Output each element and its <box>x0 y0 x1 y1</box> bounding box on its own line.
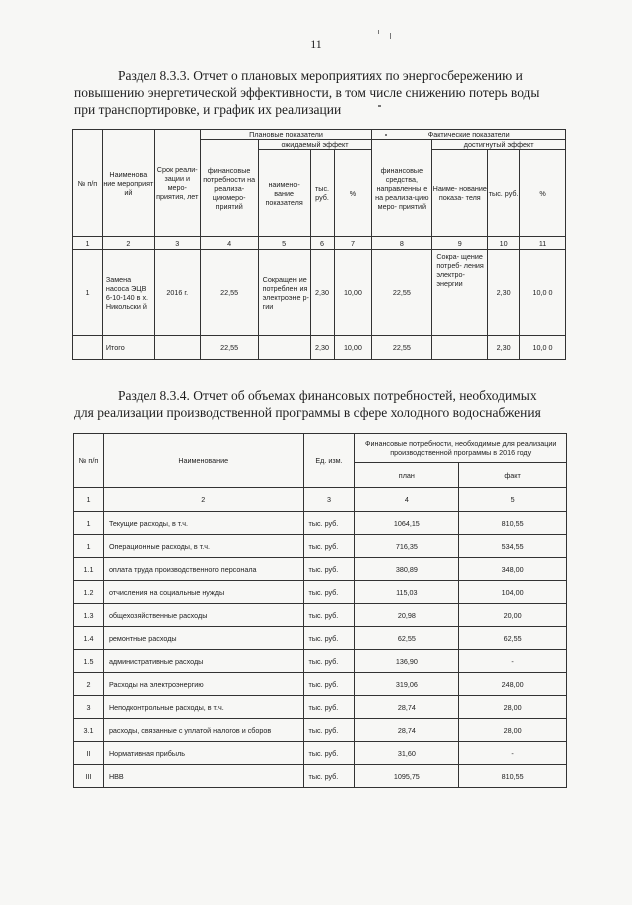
header-planned-indicator: наимено- вание показателя <box>258 150 310 237</box>
header-fact: факт <box>459 463 567 488</box>
cell-unit: тыс. руб. <box>303 581 355 604</box>
cell-actual-indicator: Сокра- щение потреб- ления электро- энергии <box>432 250 488 336</box>
header-expected-effect: ожидаемый эффект <box>258 140 372 150</box>
cell-num: 1.5 <box>74 650 104 673</box>
cell-num: III <box>74 765 104 788</box>
cell-plan: 1095,75 <box>355 765 459 788</box>
cell-plan: 20,98 <box>355 604 459 627</box>
cell-num: 1 <box>74 535 104 558</box>
header-name: Наименова ние мероприят ий <box>102 130 154 237</box>
column-number: 1 <box>74 488 104 512</box>
section-title-line: Раздел 8.3.4. Отчет об объемах финансовых потребностей, необходимых <box>118 388 537 403</box>
cell-plan: 28,74 <box>355 696 459 719</box>
financial-needs-table <box>73 433 567 788</box>
cell-actual-rub: 2,30 <box>488 250 520 336</box>
cell-plan: 115,03 <box>355 581 459 604</box>
header-name: Наименование <box>103 434 303 488</box>
header-term: Срок реали- зации и меро- приятия, лет <box>154 130 200 237</box>
cell-num: 1 <box>73 250 103 336</box>
cell-fact: 28,00 <box>459 719 567 742</box>
cell-fact: 810,55 <box>459 512 567 535</box>
column-number: 8 <box>372 237 432 250</box>
cell-fact: 104,00 <box>459 581 567 604</box>
header-planned-finance: финансовые потребности на реализа- циюмеро- приятий <box>200 140 258 237</box>
table-row <box>74 604 567 627</box>
header-num: № п/п <box>73 130 103 237</box>
cell-name: ремонтные расходы <box>103 627 303 650</box>
cell-unit: тыс. руб. <box>303 627 355 650</box>
header-actual-rub: тыс. руб. <box>488 150 520 237</box>
header-actual-group: Фактические показатели <box>372 130 566 140</box>
section-title-8-3-4 <box>74 387 564 421</box>
cell-name: Замена насоса ЭЦВ 6-10-140 в х. Никольски й <box>102 250 154 336</box>
total-planned-finance: 22,55 <box>200 336 258 360</box>
scan-mark <box>378 30 379 34</box>
cell-unit: тыс. руб. <box>303 535 355 558</box>
section-title-8-3-3 <box>74 67 564 118</box>
column-number: 9 <box>432 237 488 250</box>
column-number: 3 <box>154 237 200 250</box>
total-actual-pct: 10,0 0 <box>520 336 566 360</box>
cell-name: Текущие расходы, в т.ч. <box>103 512 303 535</box>
cell-unit: тыс. руб. <box>303 765 355 788</box>
cell-plan: 28,74 <box>355 719 459 742</box>
table-row <box>74 650 567 673</box>
header-actual-pct: % <box>520 150 566 237</box>
column-number: 2 <box>102 237 154 250</box>
page-number: 11 <box>310 37 322 51</box>
cell-num: 1.2 <box>74 581 104 604</box>
cell-term: 2016 г. <box>154 250 200 336</box>
header-plan: план <box>355 463 459 488</box>
cell-unit: тыс. руб. <box>303 558 355 581</box>
cell-name: НВВ <box>103 765 303 788</box>
cell-name: Неподконтрольные расходы, в т.ч. <box>103 696 303 719</box>
header-achieved-effect: достигнутый эффект <box>432 140 566 150</box>
cell-num: 1.3 <box>74 604 104 627</box>
header-planned-group: Плановые показатели <box>200 130 372 140</box>
header-planned-pct: % <box>334 150 372 237</box>
column-number: 10 <box>488 237 520 250</box>
cell-num: 3.1 <box>74 719 104 742</box>
cell-num: 2 <box>74 673 104 696</box>
cell-fact: 62,55 <box>459 627 567 650</box>
financial-needs-rows <box>74 512 567 788</box>
cell-num: II <box>74 742 104 765</box>
header-unit: Ед. изм. <box>303 434 355 488</box>
column-number: 5 <box>258 237 310 250</box>
cell-num: 1.4 <box>74 627 104 650</box>
cell-planned-pct: 10,00 <box>334 250 372 336</box>
table-row <box>74 765 567 788</box>
cell-unit: тыс. руб. <box>303 742 355 765</box>
cell-unit: тыс. руб. <box>303 673 355 696</box>
cell-num: 1 <box>74 512 104 535</box>
cell-unit: тыс. руб. <box>303 512 355 535</box>
header-financial-needs: Финансовые потребности, необходимые для реализации производственной программы в 2016 году <box>355 434 567 463</box>
cell-name: расходы, связанные с уплатой налогов и сборов <box>103 719 303 742</box>
column-number: 1 <box>73 237 103 250</box>
table-row <box>74 558 567 581</box>
table-row <box>74 581 567 604</box>
cell-actual-finance: 22,55 <box>372 250 432 336</box>
total-label: Итого <box>102 336 154 360</box>
cell-unit: тыс. руб. <box>303 719 355 742</box>
cell-plan: 136,90 <box>355 650 459 673</box>
cell-unit: тыс. руб. <box>303 696 355 719</box>
total-actual-finance: 22,55 <box>372 336 432 360</box>
cell-name: Расходы на электроэнергию <box>103 673 303 696</box>
cell-plan: 380,89 <box>355 558 459 581</box>
column-number: 2 <box>103 488 303 512</box>
cell-unit: тыс. руб. <box>303 650 355 673</box>
cell-fact: 348,00 <box>459 558 567 581</box>
cell-name: отчисления на социальные нужды <box>103 581 303 604</box>
cell-planned-finance: 22,55 <box>200 250 258 336</box>
table-row <box>74 627 567 650</box>
cell-fact: 810,55 <box>459 765 567 788</box>
cell-fact: 28,00 <box>459 696 567 719</box>
cell-name: оплата труда производственного персонала <box>103 558 303 581</box>
column-number: 3 <box>303 488 355 512</box>
cell-plan: 31,60 <box>355 742 459 765</box>
total-planned-rub: 2,30 <box>310 336 334 360</box>
header-planned-rub: тыс. руб. <box>310 150 334 237</box>
numbering-row <box>73 237 566 250</box>
cell-plan: 62,55 <box>355 627 459 650</box>
column-number: 5 <box>459 488 567 512</box>
total-planned-pct: 10,00 <box>334 336 372 360</box>
numbering-row <box>74 488 567 512</box>
column-number: 7 <box>334 237 372 250</box>
cell-name: Операционные расходы, в т.ч. <box>103 535 303 558</box>
cell-unit: тыс. руб. <box>303 604 355 627</box>
column-number: 11 <box>520 237 566 250</box>
column-number: 4 <box>200 237 258 250</box>
cell-fact: 20,00 <box>459 604 567 627</box>
cell-plan: 319,06 <box>355 673 459 696</box>
table-row <box>74 742 567 765</box>
table-row <box>74 696 567 719</box>
cell-num: 1.1 <box>74 558 104 581</box>
table-row <box>74 719 567 742</box>
table-row <box>74 673 567 696</box>
cell-fact: - <box>459 650 567 673</box>
cell-actual-pct: 10,0 0 <box>520 250 566 336</box>
table-row <box>74 535 567 558</box>
energy-saving-table <box>72 129 566 360</box>
table-row <box>73 250 566 336</box>
table-row <box>74 512 567 535</box>
section-title-line: повышению энергетической эффективности, в том числе снижению потерь воды <box>74 85 540 100</box>
cell-plan: 1064,15 <box>355 512 459 535</box>
section-title-line: Раздел 8.3.3. Отчет о плановых мероприятиях по энергосбережению и <box>118 68 523 83</box>
total-actual-rub: 2,30 <box>488 336 520 360</box>
section-title-line: для реализации производственной программы в сфере холодного водоснабжения <box>74 405 541 420</box>
column-number: 6 <box>310 237 334 250</box>
cell-num: 3 <box>74 696 104 719</box>
header-num: № п/п <box>74 434 104 488</box>
cell-planned-indicator: Сокращен ие потреблен ия электроэне р-гии <box>258 250 310 336</box>
header-actual-indicator: Наиме- нование показа- теля <box>432 150 488 237</box>
column-number: 4 <box>355 488 459 512</box>
cell-name: общехозяйственные расходы <box>103 604 303 627</box>
cell-fact: 248,00 <box>459 673 567 696</box>
cell-fact: - <box>459 742 567 765</box>
total-row <box>73 336 566 360</box>
cell-name: Нормативная прибыль <box>103 742 303 765</box>
cell-name: административные расходы <box>103 650 303 673</box>
section-title-line: при транспортировке, и график их реализации <box>74 102 342 117</box>
cell-plan: 716,35 <box>355 535 459 558</box>
cell-planned-rub: 2,30 <box>310 250 334 336</box>
header-actual-finance: финансовые средства, направленны е на реализа-цию меро- приятий <box>372 140 432 237</box>
cell-fact: 534,55 <box>459 535 567 558</box>
